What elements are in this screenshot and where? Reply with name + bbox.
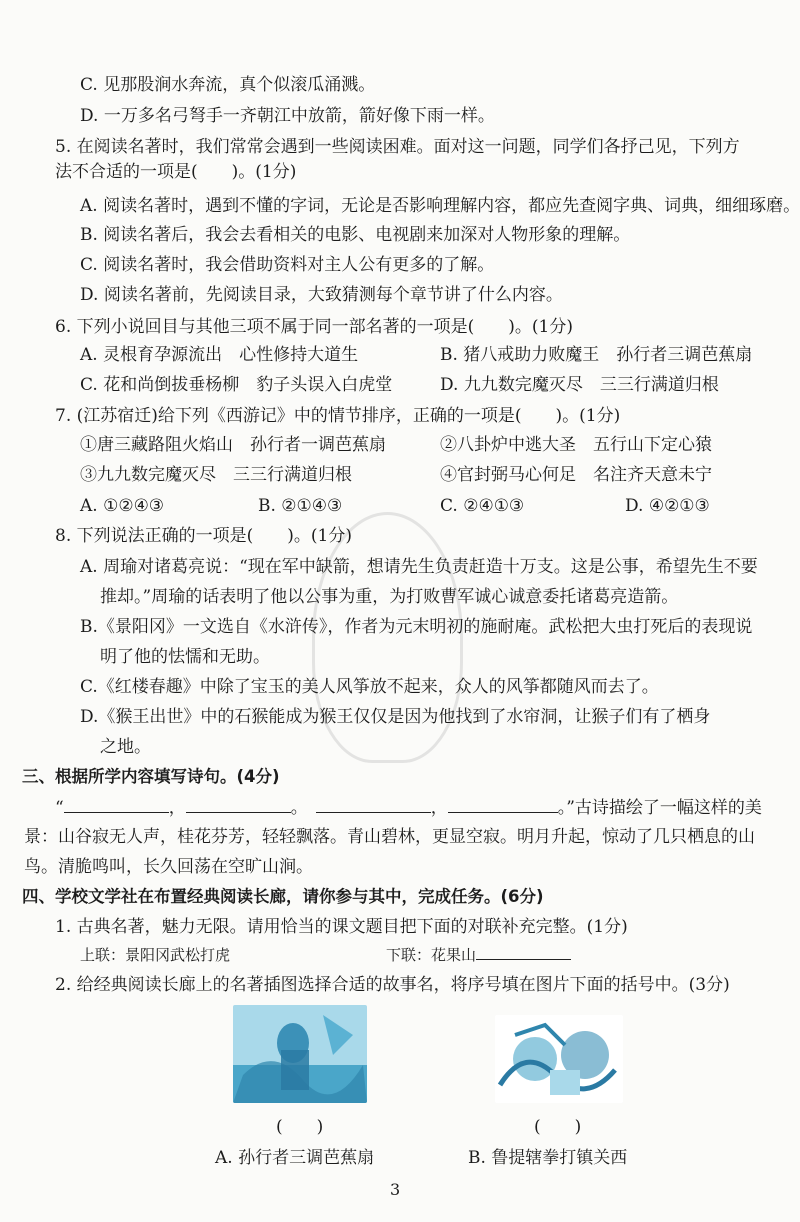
open-quote: “ bbox=[55, 798, 64, 818]
couplet-lower bbox=[386, 942, 571, 968]
q5-option-b: B. 阅读名著后，我会去看相关的电影、电视剧来加深对人物形象的理解。 bbox=[80, 225, 631, 245]
q7-option-b: B. ②①④③ bbox=[258, 496, 343, 516]
poem-desc-line2: 景：山谷寂无人声，桂花芬芳，轻轻飘落。青山碧林，更显空寂。明月升起，惊动了几只栖息的山 bbox=[24, 827, 755, 847]
poem-fill-line bbox=[55, 794, 762, 821]
caption-option-a: A. 孙行者三调芭蕉扇 bbox=[215, 1148, 375, 1168]
poem-tail: 。”古诗描绘了一幅这样的美 bbox=[557, 798, 762, 818]
comma-1: ， bbox=[168, 798, 186, 818]
q7-option-d: D. ④②①③ bbox=[625, 496, 710, 516]
couplet-lower-label: 下联：花果山 bbox=[386, 946, 477, 964]
q4-option-d: D. 一万多名弓弩手一齐朝江中放箭，箭好像下雨一样。 bbox=[80, 106, 495, 126]
q8-option-c: C.《红楼春趣》中除了宝玉的美人风筝放不起来，众人的风筝都随风而去了。 bbox=[80, 677, 659, 697]
s4-q2-stem: 2. 给经典阅读长廊上的名著插图选择合适的故事名，将序号填在图片下面的括号中。(3分) bbox=[55, 975, 730, 995]
q7-stem: 7. (江苏宿迁)给下列《西游记》中的情节排序，正确的一项是( )。(1分) bbox=[55, 406, 621, 426]
q7-item-4: ④官封弼马心何足 名注齐天意未宁 bbox=[440, 465, 712, 485]
q5-option-c: C. 阅读名著时，我会借助资料对主人公有更多的了解。 bbox=[80, 255, 495, 275]
q6-stem: 6. 下列小说回目与其他三项不属于同一部名著的一项是( )。(1分) bbox=[55, 317, 573, 337]
page-number: 3 bbox=[390, 1180, 401, 1199]
q6-option-c: C. 花和尚倒拔垂杨柳 豹子头误入白虎堂 bbox=[80, 375, 393, 395]
q7-option-a: A. ①②④③ bbox=[80, 496, 165, 516]
comma-2: ， bbox=[430, 798, 448, 818]
q8-option-d-line2: 之地。 bbox=[100, 737, 151, 757]
q6-option-a: A. 灵根育孕源流出 心性修持大道生 bbox=[80, 345, 359, 365]
blank-1[interactable] bbox=[64, 794, 169, 813]
blank-4[interactable] bbox=[448, 794, 558, 813]
section-3-title: 三、根据所学内容填写诗句。(4分) bbox=[22, 767, 280, 786]
q5-option-d: D. 阅读名著前，先阅读目录，大致猜测每个章节讲了什么内容。 bbox=[80, 285, 563, 305]
answer-paren-right[interactable]: ( ) bbox=[534, 1117, 582, 1137]
q8-option-d-line1: D.《猴王出世》中的石猴能成为猴王仅仅是因为他找到了水帘洞，让猴子们有了栖身 bbox=[80, 707, 711, 727]
blank-3[interactable] bbox=[316, 794, 431, 813]
q5-stem-1: 5. 在阅读名著时，我们常常会遇到一些阅读困难。面对这一问题，同学们各抒己见，下列方 bbox=[55, 137, 740, 157]
illustration-right bbox=[495, 1015, 623, 1103]
s4-q1-stem: 1. 古典名著，魅力无限。请用恰当的课文题目把下面的对联补充完整。(1分) bbox=[55, 917, 628, 937]
period-1: 。 bbox=[290, 798, 308, 818]
q8-option-a-line1: A. 周瑜对诸葛亮说：“现在军中缺箭，想请先生负责赶造十万支。这是公事，希望先生不要 bbox=[80, 557, 758, 577]
blank-2[interactable] bbox=[186, 794, 291, 813]
q4-option-c: C. 见那股涧水奔流，真个似滚瓜涌溅。 bbox=[80, 75, 376, 95]
q6-option-b: B. 猪八戒助力败魔王 孙行者三调芭蕉扇 bbox=[440, 345, 753, 365]
q5-stem-2: 法不合适的一项是( )。(1分) bbox=[55, 162, 297, 182]
q7-item-3: ③九九数完魔灭尽 三三行满道归根 bbox=[80, 465, 352, 485]
q8-option-a-line2: 推却。”周瑜的话表明了他以公事为重，为打败曹军诚心诚意委托诸葛亮造箭。 bbox=[100, 587, 679, 607]
q8-stem: 8. 下列说法正确的一项是( )。(1分) bbox=[55, 526, 352, 546]
poem-desc-line3: 鸟。清脆鸣叫，长久回荡在空旷山涧。 bbox=[24, 857, 313, 877]
q6-option-d: D. 九九数完魔灭尽 三三行满道归根 bbox=[440, 375, 719, 395]
q7-item-2: ②八卦炉中逃大圣 五行山下定心猿 bbox=[440, 435, 712, 455]
q8-option-b-line2: 明了他的怯懦和无助。 bbox=[100, 647, 270, 667]
couplet-blank[interactable] bbox=[476, 943, 571, 960]
q7-item-1: ①唐三藏路阻火焰山 孙行者一调芭蕉扇 bbox=[80, 435, 386, 455]
section-4-title: 四、学校文学社在布置经典阅读长廊，请你参与其中，完成任务。(6分) bbox=[22, 887, 544, 906]
caption-option-b: B. 鲁提辖拳打镇关西 bbox=[468, 1148, 628, 1168]
q8-option-b-line1: B.《景阳冈》一文选自《水浒传》，作者为元末明初的施耐庵。武松把大虫打死后的表现说 bbox=[80, 617, 753, 637]
illustration-left bbox=[233, 1005, 367, 1103]
q5-option-a: A. 阅读名著时，遇到不懂的字词，无论是否影响理解内容，都应先查阅字典、词典，细细琢磨。 bbox=[80, 196, 800, 216]
answer-paren-left[interactable]: ( ) bbox=[276, 1117, 324, 1137]
q7-option-c: C. ②④①③ bbox=[440, 496, 525, 516]
couplet-upper: 上联：景阳冈武松打虎 bbox=[80, 946, 231, 964]
